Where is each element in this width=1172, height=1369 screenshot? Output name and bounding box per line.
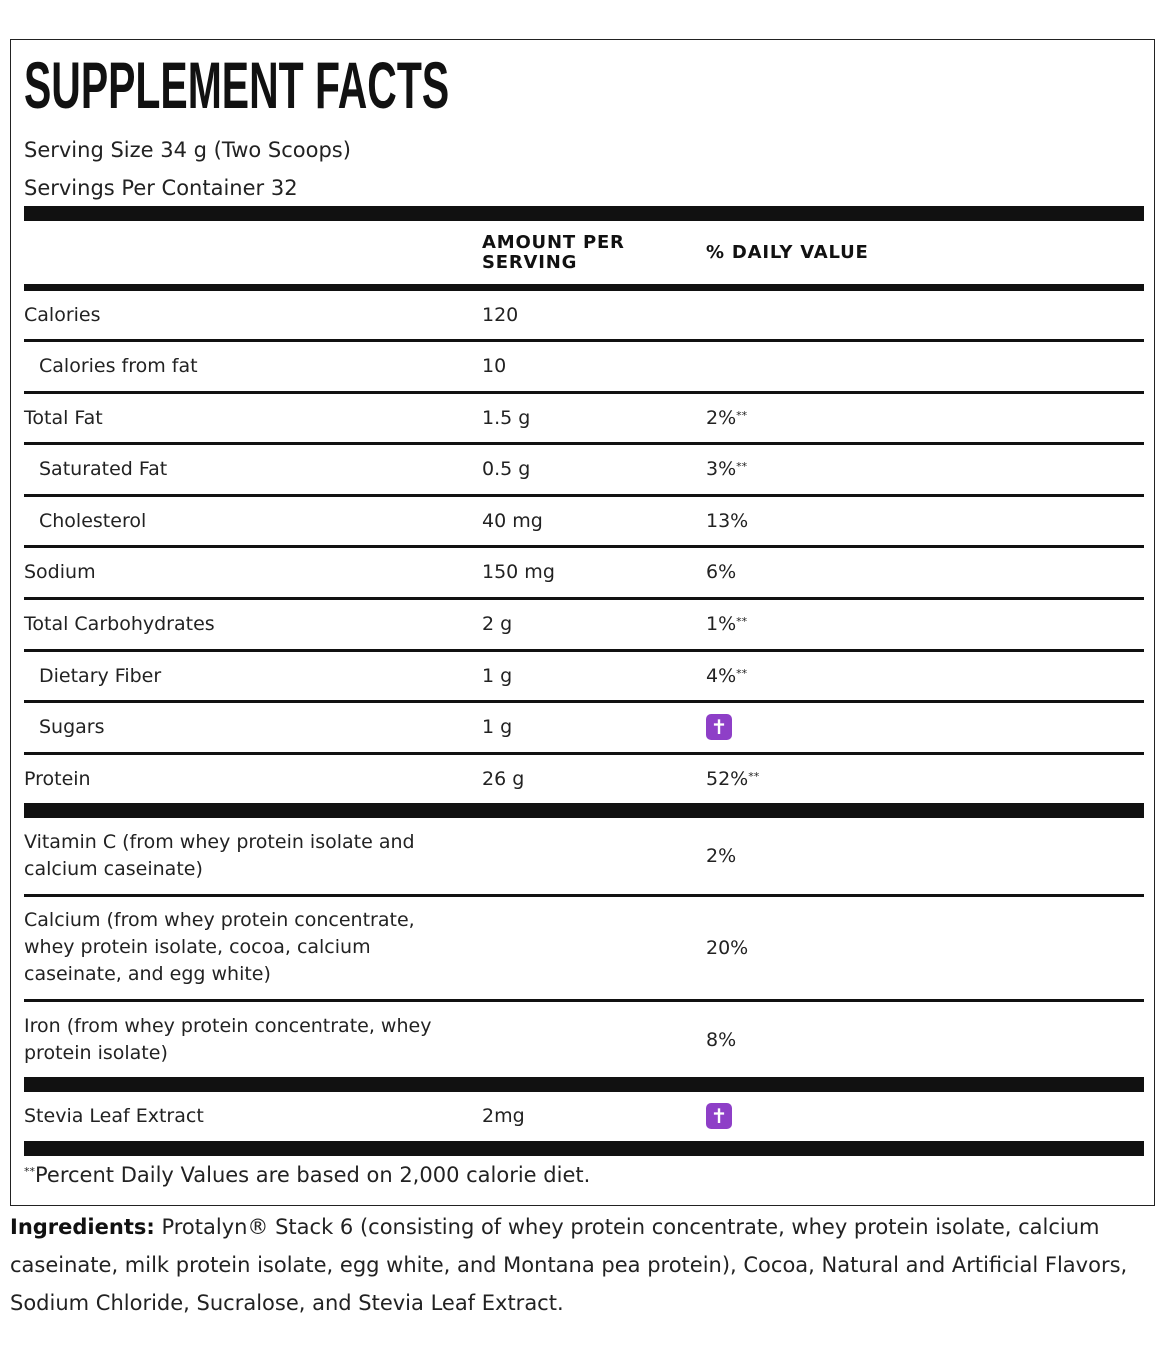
daily-value: 20% bbox=[706, 937, 749, 959]
daily-value bbox=[706, 766, 759, 793]
daily-value bbox=[706, 456, 747, 483]
row-divider bbox=[24, 752, 1144, 755]
amount-per-serving-header bbox=[482, 233, 625, 273]
nutrient-name: Iron (from whey protein concentrate, whey protein isolate) bbox=[24, 1015, 432, 1064]
thick-divider bbox=[24, 1141, 1144, 1156]
row-divider bbox=[24, 442, 1144, 445]
dv-value: 4% bbox=[706, 665, 737, 687]
nutrient-amount: 1 g bbox=[482, 665, 513, 687]
table-row bbox=[24, 829, 1144, 885]
latin-cross-icon: ✝ bbox=[706, 1103, 732, 1129]
table-row bbox=[24, 1013, 1144, 1069]
nutrient-name: Protein bbox=[24, 768, 91, 790]
header-line: AMOUNT PER bbox=[482, 232, 625, 253]
daily-value bbox=[706, 1103, 732, 1131]
header-line: SERVING bbox=[482, 252, 578, 273]
row-divider bbox=[24, 999, 1144, 1002]
header-divider bbox=[24, 284, 1144, 291]
nutrient-name: Dietary Fiber bbox=[39, 665, 162, 687]
daily-value bbox=[706, 611, 747, 638]
dv-value: 2% bbox=[706, 407, 737, 429]
row-divider bbox=[24, 894, 1144, 897]
footnote-marker: ** bbox=[24, 1165, 35, 1178]
nutrient-amount: 1 g bbox=[482, 716, 513, 738]
nutrient-name: Sugars bbox=[39, 716, 105, 738]
table-row bbox=[24, 907, 1144, 991]
footnote-marker: ** bbox=[736, 460, 748, 473]
daily-value bbox=[706, 714, 732, 742]
nutrient-amount: 2mg bbox=[482, 1105, 525, 1127]
nutrient-name: Total Fat bbox=[24, 407, 103, 429]
daily-value-header: % DAILY VALUE bbox=[706, 242, 869, 263]
daily-value: 6% bbox=[706, 561, 737, 583]
daily-value: 2% bbox=[706, 845, 737, 867]
daily-value-footnote bbox=[24, 1161, 590, 1189]
nutrient-name: Sodium bbox=[24, 561, 96, 583]
row-divider bbox=[24, 494, 1144, 497]
row-divider bbox=[24, 545, 1144, 548]
nutrient-amount: 10 bbox=[482, 355, 507, 377]
row-divider bbox=[24, 597, 1144, 600]
daily-value bbox=[706, 405, 747, 432]
footnote-text: Percent Daily Values are based on 2,000 calorie diet. bbox=[35, 1163, 591, 1187]
nutrient-amount: 0.5 g bbox=[482, 458, 531, 480]
footnote-marker: ** bbox=[736, 409, 748, 422]
dv-value: 3% bbox=[706, 458, 737, 480]
nutrient-name: Vitamin C (from whey protein isolate and calcium caseinate) bbox=[24, 831, 415, 880]
thick-divider bbox=[24, 803, 1144, 818]
latin-cross-icon: ✝ bbox=[706, 714, 732, 740]
dv-value: 52% bbox=[706, 768, 749, 790]
footnote-marker: ** bbox=[736, 667, 748, 680]
nutrient-amount: 150 mg bbox=[482, 561, 555, 583]
daily-value: 13% bbox=[706, 510, 749, 532]
ingredients-text: Protalyn® Stack 6 (consisting of whey protein concentrate, whey protein isolate, calcium caseinate, milk protein isolate, egg white, and Montana pea protein), Cocoa, Natural and Artificial Flavors, Sodium Chloride, Sucralose, and Stevia Leaf Extract. bbox=[10, 1215, 1128, 1315]
nutrient-name: Saturated Fat bbox=[39, 458, 168, 480]
row-divider bbox=[24, 649, 1144, 652]
nutrient-name: Total Carbohydrates bbox=[24, 613, 215, 635]
nutrient-name: Cholesterol bbox=[39, 510, 147, 532]
dv-value: 1% bbox=[706, 613, 737, 635]
servings-per-container: Servings Per Container 32 bbox=[24, 176, 298, 200]
ingredients-paragraph bbox=[10, 1208, 1160, 1322]
nutrient-amount: 1.5 g bbox=[482, 407, 531, 429]
daily-value bbox=[706, 663, 747, 690]
footnote-marker: ** bbox=[736, 615, 748, 628]
thick-divider bbox=[24, 1077, 1144, 1092]
thick-divider bbox=[24, 206, 1144, 221]
ingredients-label: Ingredients: bbox=[10, 1215, 155, 1239]
row-divider bbox=[24, 391, 1144, 394]
serving-size: Serving Size 34 g (Two Scoops) bbox=[24, 138, 351, 162]
nutrient-amount: 26 g bbox=[482, 768, 525, 790]
footnote-marker: ** bbox=[748, 770, 760, 783]
nutrient-name: Calcium (from whey protein concentrate, whey protein isolate, cocoa, calcium caseinate, and egg white) bbox=[24, 909, 415, 985]
nutrient-name: Calories bbox=[24, 304, 101, 326]
row-divider bbox=[24, 339, 1144, 342]
row-divider bbox=[24, 700, 1144, 703]
page-title: SUPPLEMENT FACTS bbox=[24, 48, 450, 122]
nutrient-amount: 120 bbox=[482, 304, 519, 326]
nutrient-name: Calories from fat bbox=[39, 355, 198, 377]
nutrient-amount: 2 g bbox=[482, 613, 513, 635]
nutrient-name: Stevia Leaf Extract bbox=[24, 1105, 204, 1127]
nutrient-amount: 40 mg bbox=[482, 510, 543, 532]
daily-value: 8% bbox=[706, 1029, 737, 1051]
